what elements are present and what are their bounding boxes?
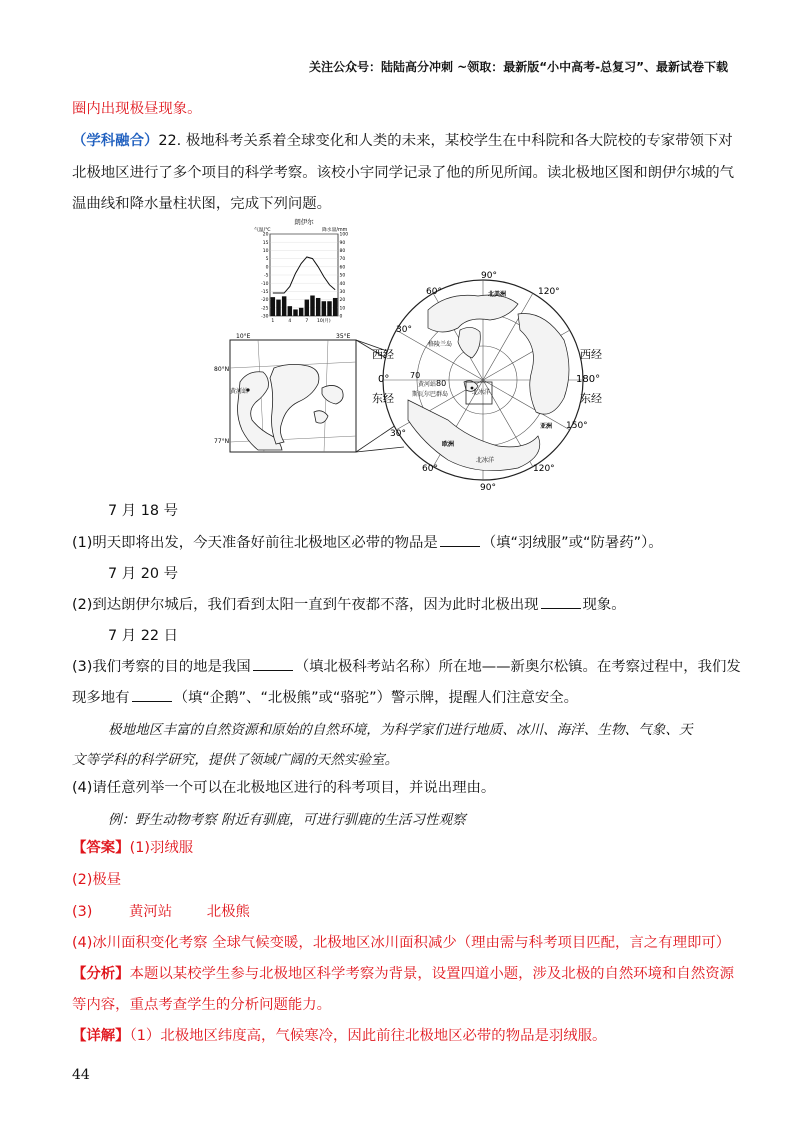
precip-bar-9 — [316, 298, 320, 316]
diary-date-2: 7 月 20 号 — [108, 566, 178, 582]
precip-tick-label: 90 — [339, 240, 346, 246]
answer-line-2: (2)极昼 — [72, 872, 122, 888]
paragraph-line-2: 文等学科的科学研究，提供了领域广阔的天然实验室。 — [72, 752, 399, 768]
intro-text-1: 极地科考关系着全球变化和人类的未来，某校学生在中科院和各大院校的专家带领下对 — [185, 133, 733, 149]
precip-bar-10 — [322, 301, 326, 316]
month-tick-label: 4 — [288, 319, 292, 324]
precip-bar-4 — [288, 306, 292, 316]
region-north-america: 北美洲 — [488, 291, 507, 298]
west-lon-label-left: 西经 — [372, 348, 394, 361]
temp-tick-label: 0 — [265, 265, 269, 271]
lon-150: 150° — [566, 421, 588, 431]
region-greenland: 格陵兰岛 — [428, 341, 453, 348]
precip-tick-label: 30 — [339, 290, 346, 295]
lon-120-top: 120° — [538, 287, 560, 297]
lon-90-top: 90° — [481, 271, 497, 281]
temp-axis-label: 气温/℃ — [254, 228, 271, 233]
precip-bar-12 — [333, 298, 337, 316]
spitsbergen-north — [270, 364, 319, 444]
precip-tick-label: 70 — [339, 257, 346, 263]
answer-line-4: (4)冰川面积变化考察 全球气候变暖，北极地区冰川面积减少（理由需与科考项目匹配，言之有理即可） — [72, 935, 731, 951]
precip-bar-7 — [305, 300, 309, 316]
question-intro-line1 — [72, 129, 733, 150]
answer-blank-1[interactable] — [440, 534, 480, 547]
example-line: 例：野生动物考察 附近有驯鹿，可进行驯鹿的生活习性观察 — [108, 812, 466, 828]
svalbard-lat-bottom: 77°N — [214, 438, 230, 445]
question-intro-line2: 北极地区进行了多个项目的科学考察。该校小宇同学记录了他的所见所闻。读北极地区图和朗伊尔城的气 — [72, 165, 734, 181]
svalbard-lat-top: 80°N — [214, 366, 230, 373]
region-arctic-ocean: 北冰洋 — [472, 389, 491, 396]
carry-line: 圈内出现极昼现象。 — [72, 101, 202, 117]
detail-line-1: 【详解】（1）北极地区纬度高，气候寒冷，因此前往北极地区必带的物品是羽绒服。 — [72, 1028, 607, 1044]
precip-tick-label: 50 — [339, 273, 346, 279]
lon-60-top: 60° — [426, 287, 442, 297]
svalbard-station-label: 黄河站 — [230, 388, 249, 395]
diary-date-3: 7 月 22 日 — [108, 628, 178, 644]
svalbard-map — [214, 332, 368, 461]
precip-bar-11 — [327, 301, 331, 316]
question-2: (2)到达朗伊尔城后，我们看到太阳一直到午夜都不落，因为此时北极出现 现象。 — [72, 597, 626, 613]
diary-date-1: 7 月 18 号 — [108, 503, 178, 519]
precip-bar-2 — [276, 300, 280, 316]
precip-bar-1 — [271, 297, 275, 316]
answer-blank-2[interactable] — [541, 596, 581, 609]
precip-tick-label: 100 — [339, 232, 349, 238]
subject-tag: （学科融合） — [72, 133, 159, 149]
east-lon-label-right: 东经 — [580, 392, 602, 405]
east-lon-label-left: 东经 — [372, 392, 394, 405]
temp-tick-label: 5 — [265, 257, 269, 263]
edgeoya — [314, 411, 328, 423]
region-europe: 欧洲 — [442, 441, 455, 448]
question-intro-line3: 温曲线和降水量柱状图，完成下列问题。 — [72, 196, 332, 212]
region-bottom: 北冰洋 — [476, 457, 495, 464]
question-3b: 现多地有 （填“企鹅”、“北极熊”或“骆驼”）警示牌，提醒人们注意安全。 — [72, 690, 579, 706]
nordaustlandet — [322, 385, 343, 404]
climate-chart — [252, 216, 356, 332]
analysis-label: 【分析】 — [72, 966, 130, 982]
temp-tick-label: -20 — [261, 298, 269, 304]
precip-tick-label: 40 — [339, 281, 346, 287]
question-1: (1)明天即将出发，今天准备好前往北极地区必带的物品是 （填“羽绒服”或“防暑药”）。 — [72, 535, 663, 551]
region-svalbard: 斯瓦尔巴群岛 — [412, 391, 449, 398]
answer-blank-3b[interactable] — [132, 689, 172, 702]
region-asia: 亚洲 — [540, 423, 553, 430]
temp-tick-label: -15 — [261, 290, 269, 295]
lon-90-bottom: 90° — [480, 483, 496, 493]
precip-axis-label: 降水量/mm — [322, 228, 348, 233]
question-4: (4)请任意列举一个可以在北极地区进行的科考项目，并说出理由。 — [72, 780, 496, 796]
svalbard-lon-right: 35°E — [336, 333, 351, 340]
lon-60-bottom: 60° — [422, 464, 438, 474]
page-number: 44 — [72, 1067, 90, 1083]
lon-30-lower: 30° — [390, 429, 406, 439]
west-lon-label-right: 西经 — [580, 348, 602, 361]
answer-blank-3a[interactable] — [253, 658, 293, 671]
question-number: 22. — [158, 133, 182, 149]
answer-label: 【答案】 — [72, 840, 130, 856]
region-station: 黄河站 — [418, 381, 437, 388]
detail-label: 【详解】 — [72, 1028, 130, 1044]
precip-tick-label: 0 — [339, 314, 343, 320]
lon-180: 180° — [576, 374, 601, 385]
temp-tick-label: -10 — [261, 281, 269, 287]
month-tick-label: 10(月) — [316, 319, 331, 324]
lat-70-label: 70 — [410, 371, 421, 380]
temp-tick-label: -30 — [261, 314, 269, 320]
analysis-line-1: 【分析】本题以某校学生参与北极地区科学考察为背景，设置四道小题，涉及北极的自然环境和自然资源 — [72, 966, 734, 982]
lon-30-upper: 30° — [396, 325, 412, 335]
lon-120-bottom: 120° — [533, 464, 555, 474]
temp-tick-label: -5 — [264, 273, 269, 279]
question-3a: (3)我们考察的目的地是我国 （填北极科考站名称）所在地——新奥尔松镇。在考察过程中，我们发 — [72, 659, 741, 675]
precip-bar-8 — [310, 296, 314, 317]
chart-title: 朗伊尔 — [294, 218, 314, 226]
answer-line-1: 【答案】(1)羽绒服 — [72, 840, 194, 856]
month-tick-label: 1 — [271, 319, 275, 324]
page-header: 关注公众号：陆陆高分冲刺 ~领取：最新版“小中高考-总复习”、最新试卷下载 — [309, 60, 728, 74]
precip-tick-label: 60 — [339, 265, 346, 271]
precip-bar-5 — [293, 309, 297, 316]
month-tick-label: 7 — [305, 319, 309, 324]
precip-tick-label: 10 — [339, 306, 346, 312]
precip-tick-label: 80 — [339, 249, 346, 254]
paragraph-line-1: 极地地区丰富的自然资源和原始的自然环境，为科学家们进行地质、冰川、海洋、生物、气象、天 — [108, 722, 693, 738]
precip-bar-3 — [282, 296, 286, 316]
temp-tick-label: 20 — [262, 232, 269, 238]
temp-tick-label: -25 — [261, 306, 269, 312]
temp-tick-label: 10 — [262, 249, 269, 254]
precip-tick-label: 20 — [339, 298, 346, 304]
lat-80-label: 80 — [436, 379, 447, 388]
precip-bar-6 — [299, 308, 303, 316]
answer-line-3: (3) 黄河站 北极熊 — [72, 904, 250, 920]
analysis-line-2: 等内容，重点考查学生的分析问题能力。 — [72, 997, 332, 1013]
temp-tick-label: 15 — [262, 240, 269, 246]
svalbard-lon-left: 10°E — [236, 333, 251, 340]
zero-meridian: 0° — [378, 374, 390, 385]
arctic-polar-map — [368, 270, 608, 496]
